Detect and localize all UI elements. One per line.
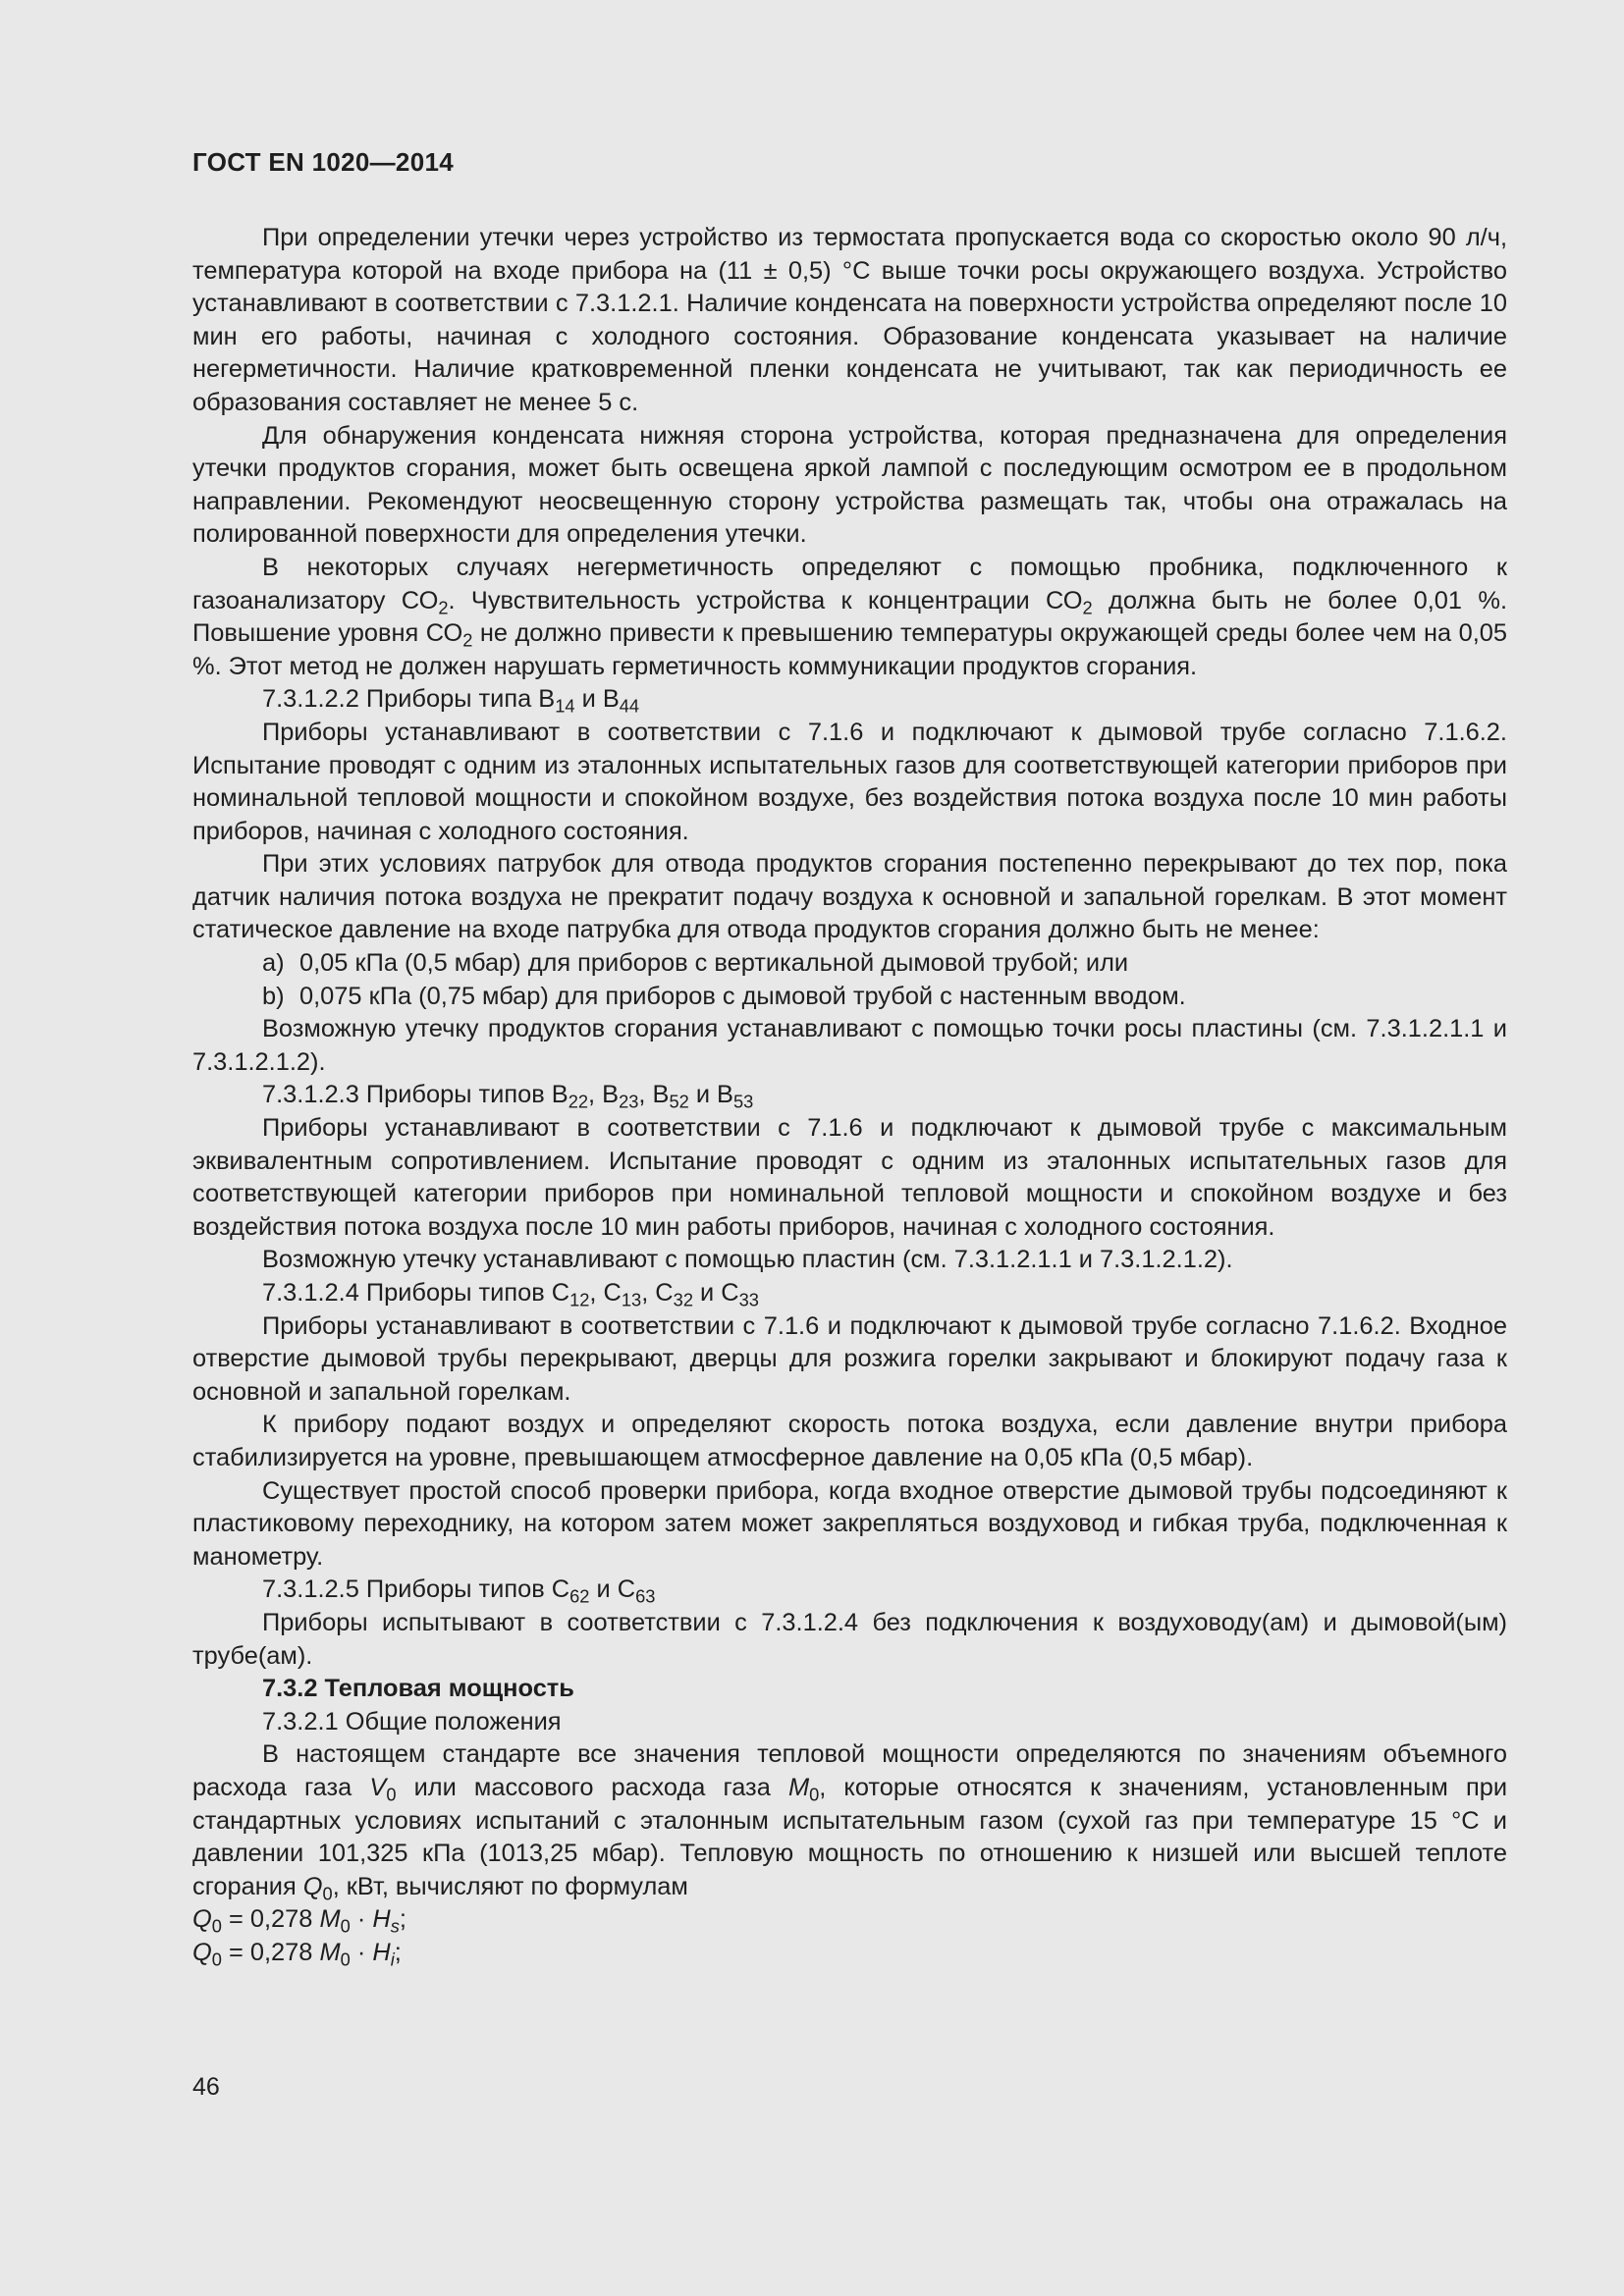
list-label: b) [262,982,285,1010]
subscript: 0 [340,1915,351,1937]
paragraph [192,1738,1507,1903]
subscript: 0 [211,1915,222,1937]
paragraph: К прибору подают воздух и определяют скорость потока воздуха, если давление внутри прибора стабилизируется на уровне, превышающем атмосферное давление на 0,05 кПа (0,5 мбар). [192,1411,1507,1471]
text-run: и С [589,1575,636,1604]
symbol-h: H [372,1938,391,1966]
paragraph: При определении утечки через устройство из термостата пропускается вода со скоростью около 90 л/ч, температура которой на входе прибора на (11 ± 0,5) °С выше точки росы окружающего воздуха. Устройство устанавливают в соответствии с 7.3.1.2.1. Наличие конденсата на поверхности устройства определяют после 10 мин его работы, начиная с холодного состояния. Образование конденсата указывает на наличие негерметичности. Наличие кратковременной пленки конденсата не учитывают, так как периодичность ее образования составляет не менее 5 с. [192,224,1507,416]
list-text: 0,075 кПа (0,75 мбар) для приборов с дымовой трубой с настенным вводом. [299,982,1186,1010]
symbol-h: H [372,1905,391,1934]
text-run: 7.3.1.2.3 Приборы типов В [262,1081,568,1109]
subscript: s [390,1915,400,1937]
section-heading-7-3-1-2-5 [192,1574,1507,1607]
formula-hi [192,1937,1507,1970]
subscript: 13 [621,1289,642,1310]
symbol-m: M [319,1905,341,1934]
paragraph: Приборы устанавливают в соответствии с 7.1.6 и подключают к дымовой трубе согласно 7.1.6.2. Входное отверстие дымовой трубы перекрывают, дверцы для розжига горелки закрывают и блокируют подачу газа к основной и запальной горелкам. [192,1311,1507,1406]
symbol-m: M [319,1938,341,1966]
subscript: 2 [1082,597,1093,618]
symbol-q: Q [192,1905,212,1934]
text-run: или массового расхода газа [396,1773,788,1801]
text-run: и В [574,685,620,714]
text-run: = 0,278 [221,1905,320,1934]
subscript: 33 [738,1289,759,1310]
paragraph: Для обнаружения конденсата нижняя сторона устройства, которая предназначена для определения утечки продуктов сгорания, может быть освещена яркой лампой с последующим осмотром ее в продольном направлении. Рекомендуют неосвещенную сторону устройства размещать так, чтобы она отражалась на полированной поверхности для определения утечки. [192,421,1507,549]
list-item [192,981,1507,1014]
subscript: 0 [386,1784,397,1805]
symbol-q: Q [302,1872,323,1900]
document-body [192,222,1507,1969]
paragraph: Приборы устанавливают в соответствии с 7.1.6 и подключают к дымовой трубе с максимальным эквивалентным сопротивлением. Испытание проводят с одним из эталонных испытательных газов для соответствующей категории приборов при номинальной тепловой мощности и спокойном воздухе и без воздействия потока воздуха после 10 мин работы приборов, начиная с холодного состояния. [192,1114,1507,1241]
text-run: , С [641,1279,674,1307]
text-run: , В [638,1081,670,1109]
paragraph: Приборы испытывают в соответствии с 7.3.1.2.4 без подключения к воздуховоду(ам) и дымовой(ым) трубе(ам). [192,1608,1507,1670]
text-run: 7.3.1.2.2 Приборы типа В [262,685,556,714]
paragraph: Возможную утечку продуктов сгорания устанавливают с помощью точки росы пластины (см. 7.3.1.2.1.1 и 7.3.1.2.1.2). [192,1015,1507,1076]
text-run: В настоящем стандарте все значения тепловой мощности определяются по значениям объемного расхода газа [192,1740,1507,1801]
subscript: 32 [673,1289,693,1310]
paragraph [192,552,1507,683]
text-run: , кВт, вычисляют по формулам [332,1872,688,1900]
subscript: 0 [340,1949,351,1970]
multiply-dot: · [350,1905,373,1934]
subscript: 53 [733,1091,754,1112]
list-text: 0,05 кПа (0,5 мбар) для приборов с вертикальной дымовой трубой; или [299,949,1129,978]
text-run: = 0,278 [221,1938,320,1966]
section-heading-7-3-1-2-3 [192,1079,1507,1112]
subscript: 14 [555,695,575,717]
subscript: 0 [322,1883,333,1904]
list-label: a) [262,949,285,978]
subscript: 23 [619,1091,639,1112]
paragraph: Приборы устанавливают в соответствии с 7.1.6 и подключают к дымовой трубе согласно 7.1.6.2. Испытание проводят с одним из эталонных испытательных газов для соответствующей категории приборов при номинальной тепловой мощности и спокойном воздухе, без воздействия потока воздуха после 10 мин работы приборов, начиная с холодного состояния. [192,718,1507,845]
subscript: 0 [809,1784,820,1805]
text-run: ; [399,1905,406,1934]
section-heading-7-3-1-2-2 [192,683,1507,717]
text-run: и В [688,1081,733,1109]
text-run: В некоторых случаях негерметичность определяют с помощью пробника, подключенного к газоанализатору СО [192,553,1507,614]
text-run: 7.3.1.2.4 Приборы типов С [262,1279,570,1307]
subscript: 12 [569,1289,590,1310]
subscript: 0 [211,1949,222,1970]
symbol-m: M [787,1773,810,1801]
section-heading-7-3-1-2-4 [192,1277,1507,1310]
subscript: 2 [438,597,449,618]
multiply-dot: · [350,1938,373,1966]
symbol-v: V [369,1773,387,1801]
section-heading-7-3-2-1: 7.3.2.1 Общие положения [262,1707,562,1735]
subscript: 44 [619,695,640,717]
text-run: и С [692,1279,739,1307]
text-run: . Чувствительность устройства к концентрации СО [448,586,1083,614]
paragraph: Возможную утечку устанавливают с помощью пластин (см. 7.3.1.2.1.1 и 7.3.1.2.1.2). [262,1246,1233,1274]
subscript: 62 [569,1585,590,1607]
page-number: 46 [192,2073,220,2101]
text-run: должна быть не более 0,01 %. Повышение уровня СО [192,586,1508,648]
text-run: не должно привести к превышению температуры окружающей среды более чем на 0,05 %. Этот метод не должен нарушать герметичность коммуникации продуктов сгорания. [192,619,1507,680]
subscript: i [390,1949,395,1970]
paragraph: При этих условиях патрубок для отвода продуктов сгорания постепенно перекрывают до тех пор, пока датчик наличия потока воздуха не прекратит подачу воздуха к основной и запальной горелкам. В этот момент статическое давление на входе патрубка для отвода продуктов сгорания должно быть не менее: [192,850,1507,944]
subscript: 63 [635,1585,656,1607]
symbol-q: Q [192,1938,212,1966]
subscript: 52 [669,1091,689,1112]
document-header: ГОСТ EN 1020—2014 [192,147,454,177]
paragraph: Существует простой способ проверки прибора, когда входное отверстие дымовой трубы подсоединяют к пластиковому переходнику, на котором затем может закрепляться воздуховод и гибкая труба, подключенная к манометру. [192,1476,1507,1571]
text-run: 7.3.1.2.5 Приборы типов С [262,1575,570,1604]
subscript: 22 [568,1091,589,1112]
section-heading-7-3-2: 7.3.2 Тепловая мощность [262,1675,574,1703]
formula-hs [192,1903,1507,1937]
list-item [192,947,1507,981]
text-run: ; [394,1938,402,1966]
text-run: , С [589,1279,622,1307]
text-run: , которые относятся к значениям, установленным при стандартных условиях испытаний с эталонным испытательным газом (сухой газ при температуре 15 °С и давлении 101,325 кПа (1013,25 мбар). Тепловую мощность по отношению к низшей или высшей теплоте сгорания [192,1773,1508,1900]
text-run: , В [588,1081,620,1109]
subscript: 2 [462,629,473,651]
